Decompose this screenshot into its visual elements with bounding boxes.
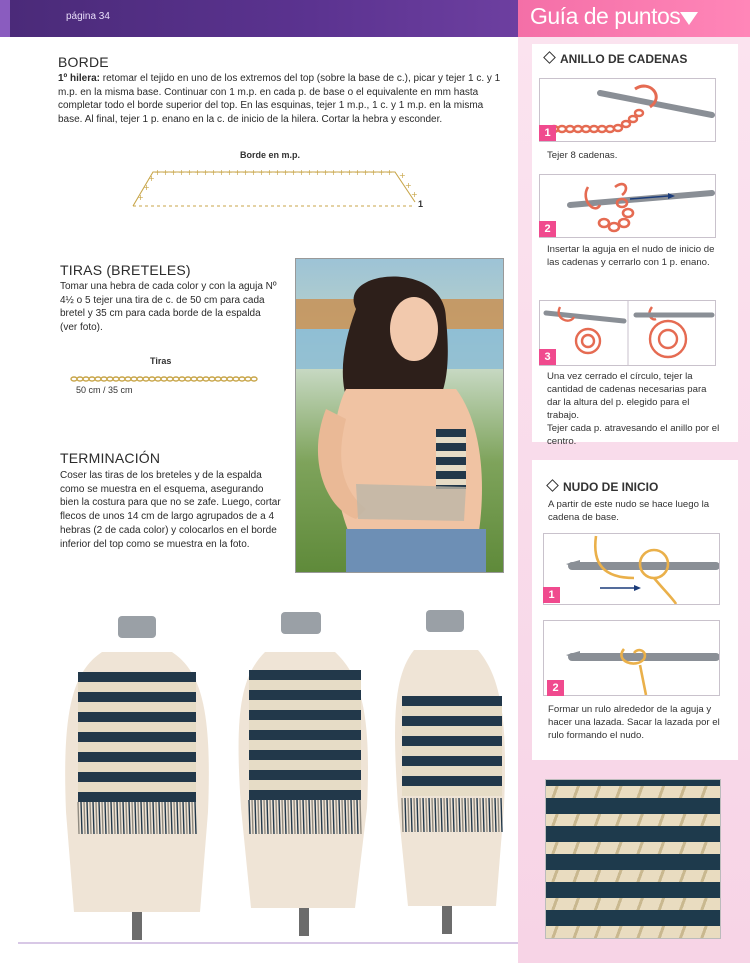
page-number: página 34 xyxy=(66,11,110,22)
anillo-step-2-text: Insertar la aguja en el nudo de inicio de las cadenas y cerrarlo con 1 p. enano. xyxy=(547,244,715,268)
tiras-measure: 50 cm / 35 cm xyxy=(76,385,133,395)
slip-stitch-ring-illustration xyxy=(540,175,715,237)
terminacion-instructions: Coser las tiras de los breteles y de la espalda como se muestra en el esquema, asegurando bien la costura para que no se zafe. Luego, cortar flecos de unos 14 cm de largo agrupados de a 4 hebras (2 de cada color) y colocarlos en el borde inferior del top como se muestra en la foto. xyxy=(60,470,281,550)
nudo-step-1-illustration xyxy=(543,533,720,605)
nudo-title: NUDO DE INICIO xyxy=(563,480,659,494)
step-badge: 1 xyxy=(543,587,560,603)
slip-knot-illustration xyxy=(544,534,719,604)
step-badge: 3 xyxy=(539,349,556,365)
stitch-swatch-photo xyxy=(545,779,721,939)
anillo-heading xyxy=(545,52,687,66)
anillo-step-1-text: Tejer 8 cadenas. xyxy=(547,150,618,161)
svg-text:+: + xyxy=(137,193,144,202)
svg-text:+: + xyxy=(354,168,361,177)
ring-stitches-illustration xyxy=(540,301,715,365)
svg-text:+: + xyxy=(194,168,201,177)
tiras-title: TIRAS (BRETELES) xyxy=(60,262,191,278)
svg-text:+: + xyxy=(210,168,217,177)
borde-row-label: 1º hilera: xyxy=(58,73,101,84)
svg-text:+: + xyxy=(370,168,377,177)
tiras-diagram-caption: Tiras xyxy=(150,356,172,366)
anillo-step-1-illustration xyxy=(539,78,716,142)
svg-text:+: + xyxy=(178,168,185,177)
borde-stitch-diagram xyxy=(125,164,425,214)
diamond-bullet-icon xyxy=(546,479,559,492)
nudo-heading xyxy=(548,480,658,494)
finished-knot-illustration xyxy=(544,621,719,695)
svg-text:+: + xyxy=(298,168,305,177)
svg-text:+: + xyxy=(411,190,418,199)
svg-text:+: + xyxy=(234,168,241,177)
svg-text:+: + xyxy=(202,168,209,177)
svg-text:+: + xyxy=(306,168,313,177)
svg-text:+: + xyxy=(258,168,265,177)
borde-instructions xyxy=(58,72,506,127)
borde-row-number: 1 xyxy=(418,199,424,209)
svg-text:+: + xyxy=(186,168,193,177)
borde-diagram-caption: Borde en m.p. xyxy=(240,150,301,160)
step-badge: 2 xyxy=(547,680,564,696)
anillo-step-2-illustration xyxy=(539,174,716,238)
nudo-intro-text: A partir de este nudo se hace luego la cadena de base. xyxy=(548,499,710,523)
mannequin-side-photo xyxy=(235,608,375,942)
borde-title: BORDE xyxy=(58,54,109,70)
svg-text:+: + xyxy=(314,168,321,177)
model-photo xyxy=(295,258,504,573)
svg-text:+: + xyxy=(143,183,150,192)
nudo-step-2-text: Formar un rulo alrededor de la aguja y hacer una lazada. Sacar la lazada por el rulo formando el nudo. xyxy=(548,704,720,741)
svg-text:+: + xyxy=(226,168,233,177)
header-accent-stripe xyxy=(0,0,10,37)
bottom-divider xyxy=(18,942,518,944)
svg-text:+: + xyxy=(154,168,161,177)
guide-title: Guía de puntos xyxy=(530,3,681,29)
anillo-step-3-text: Una vez cerrado el círculo, tejer la cantidad de cadenas necesarias para dar la altura del p. elegido para el trabajo. Tejer cada p. atravesando el anillo por el centro. xyxy=(547,371,720,447)
step-badge: 2 xyxy=(539,221,556,237)
down-triangle-icon xyxy=(680,12,698,25)
svg-text:+: + xyxy=(266,168,273,177)
terminacion-title: TERMINACIÓN xyxy=(60,450,161,466)
anillo-step-3-illustration xyxy=(539,300,716,366)
svg-text:+: + xyxy=(282,168,289,177)
svg-text:+: + xyxy=(346,168,353,177)
svg-text:+: + xyxy=(162,168,169,177)
mannequin-front-photo xyxy=(62,612,212,942)
svg-text:+: + xyxy=(250,168,257,177)
svg-text:+: + xyxy=(378,168,385,177)
chain-stitch-illustration xyxy=(540,79,715,141)
svg-text:+: + xyxy=(362,168,369,177)
svg-text:+: + xyxy=(338,168,345,177)
svg-text:+: + xyxy=(218,168,225,177)
borde-row-text: retomar el tejido en uno de los extremos del top (sobre la base de c.), picar y tejer 1 c. y 1 m.p. en la misma base. Continuar con 1 m.p. en cada p. de base o el equivalente en mm hasta completar todo el borde superior del top. En las esquinas, tejer 1 m.p., 1 c. y 1 m.p. en la misma base. Al final, tejer 1 p. enano en la c. de inicio de la hilera. Cortar la hebra y esconder. xyxy=(58,73,501,126)
svg-text:+: + xyxy=(170,168,177,177)
svg-text:+: + xyxy=(405,181,412,190)
svg-text:+: + xyxy=(274,168,281,177)
anillo-title: ANILLO DE CADENAS xyxy=(560,52,688,66)
diamond-bullet-icon xyxy=(543,51,556,64)
svg-text:+: + xyxy=(242,168,249,177)
svg-text:+: + xyxy=(399,171,406,180)
svg-text:+: + xyxy=(330,168,337,177)
nudo-step-2-illustration xyxy=(543,620,720,696)
svg-text:+: + xyxy=(148,174,155,183)
svg-text:+: + xyxy=(322,168,329,177)
mannequin-back-photo xyxy=(392,606,512,942)
step-badge: 1 xyxy=(539,125,556,141)
tiras-chain-diagram xyxy=(70,374,260,384)
tiras-instructions: Tomar una hebra de cada color y con la aguja Nº 4½ o 5 tejer una tira de c. de 50 cm para cada bretel y 35 cm para cada borde de la espalda (ver foto). xyxy=(60,281,277,334)
svg-text:+: + xyxy=(386,168,393,177)
svg-text:+: + xyxy=(290,168,297,177)
model-illustration xyxy=(296,259,504,573)
